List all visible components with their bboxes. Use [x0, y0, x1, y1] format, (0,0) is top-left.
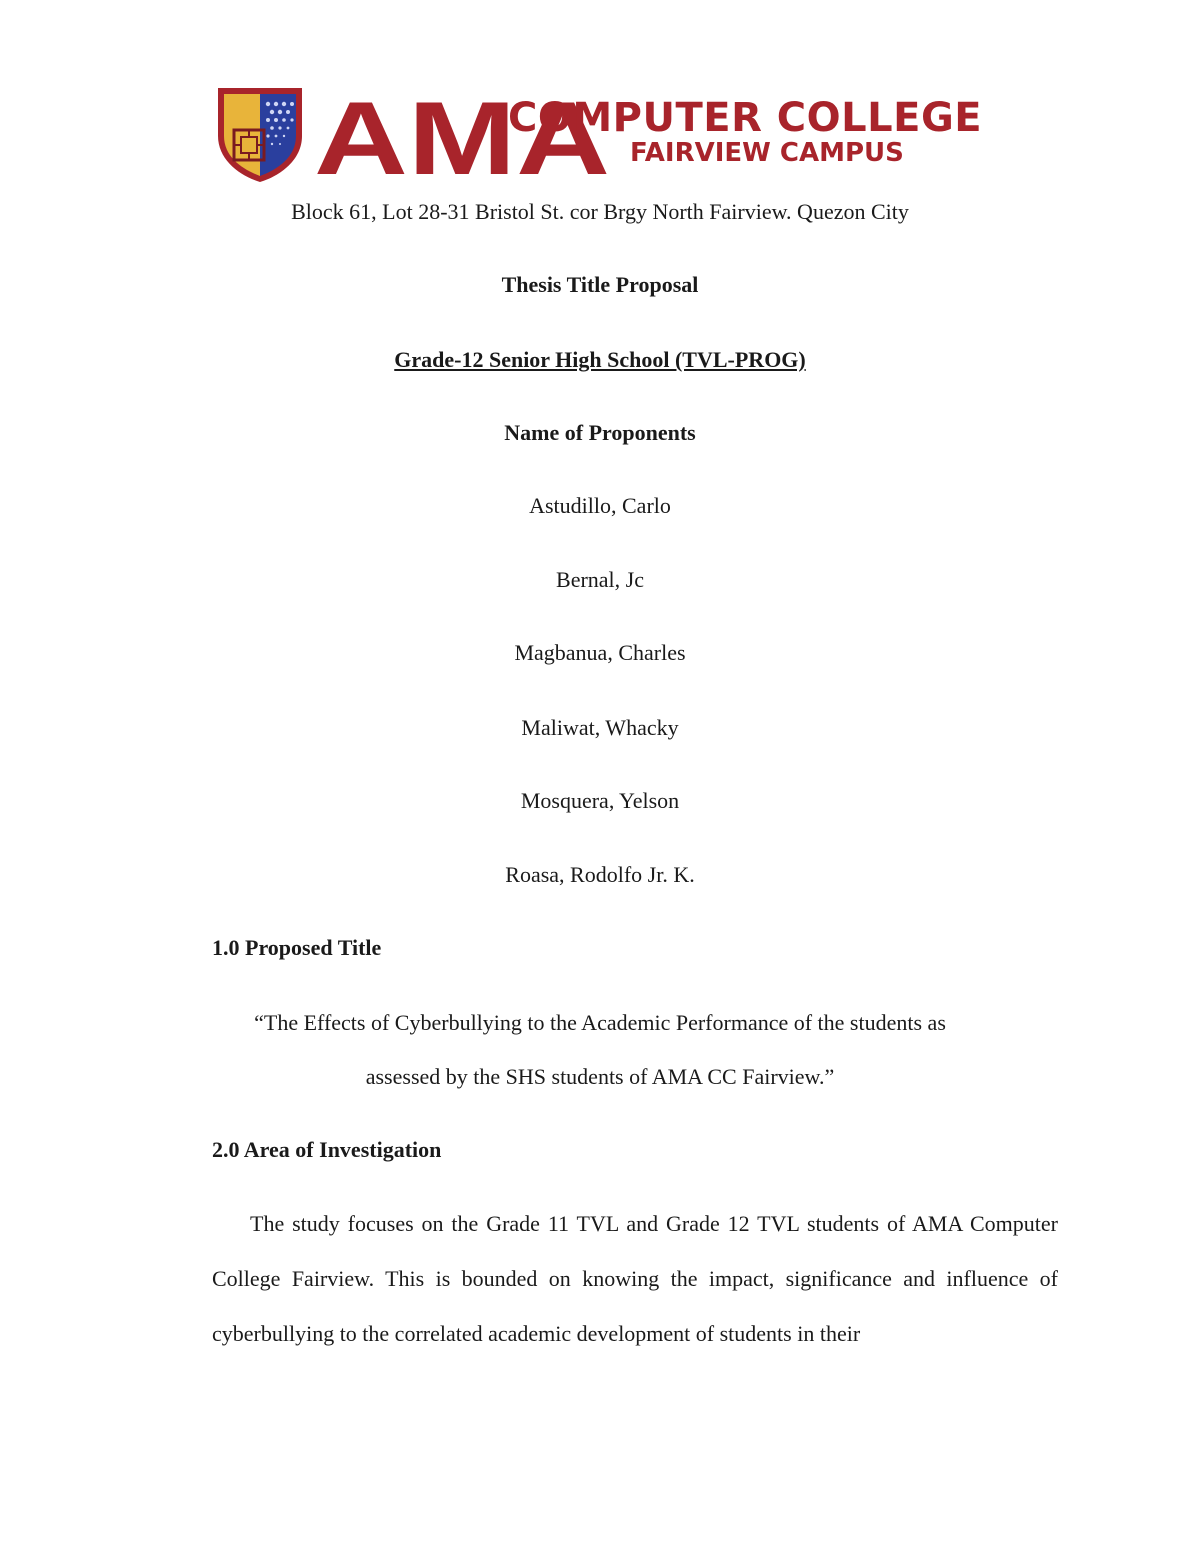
area-of-investigation-paragraph: The study focuses on the Grade 11 TVL and Grade 12 TVL students of AMA Computer College Fairview. This is bounded on knowing the impact, significance and influence of cyberbullying to the correlated academic development of students in their [212, 1211, 1058, 1346]
grade-line [0, 345, 1200, 375]
proposed-title-line-1: “The Effects of Cyberbullying to the Academic Performance of the students as [254, 1010, 946, 1035]
campus-name: FAIRVIEW CAMPUS [630, 138, 904, 168]
document-title: Thesis Title Proposal [501, 272, 699, 297]
proponents-heading: Name of Proponents [504, 420, 696, 445]
proponent-name: Bernal, Jc [556, 567, 644, 592]
proponent-name: Mosquera, Yelson [520, 788, 680, 813]
svg-text:AMA: AMA [314, 84, 610, 184]
proponent-name: Roasa, Rodolfo Jr. K. [505, 862, 695, 887]
college-logo [214, 84, 994, 186]
proposed-title-line-2: assessed by the SHS students of AMA CC Fairview.” [365, 1064, 835, 1089]
shield-emblem-icon [214, 84, 306, 184]
grade-text: Grade-12 Senior High School (TVL-PROG) [394, 347, 806, 372]
section-heading-area-of-investigation: 2.0 Area of Investigation [212, 1137, 442, 1162]
proponent-name: Astudillo, Carlo [529, 493, 671, 518]
proponent-name: Magbanua, Charles [514, 640, 686, 665]
address-line: Block 61, Lot 28-31 Bristol St. cor Brgy North Fairview. Quezon City [291, 199, 909, 224]
section-heading-proposed-title: 1.0 Proposed Title [212, 935, 382, 960]
proponent-name: Maliwat, Whacky [521, 715, 679, 740]
college-name: COMPUTER COLLEGE [508, 95, 983, 141]
